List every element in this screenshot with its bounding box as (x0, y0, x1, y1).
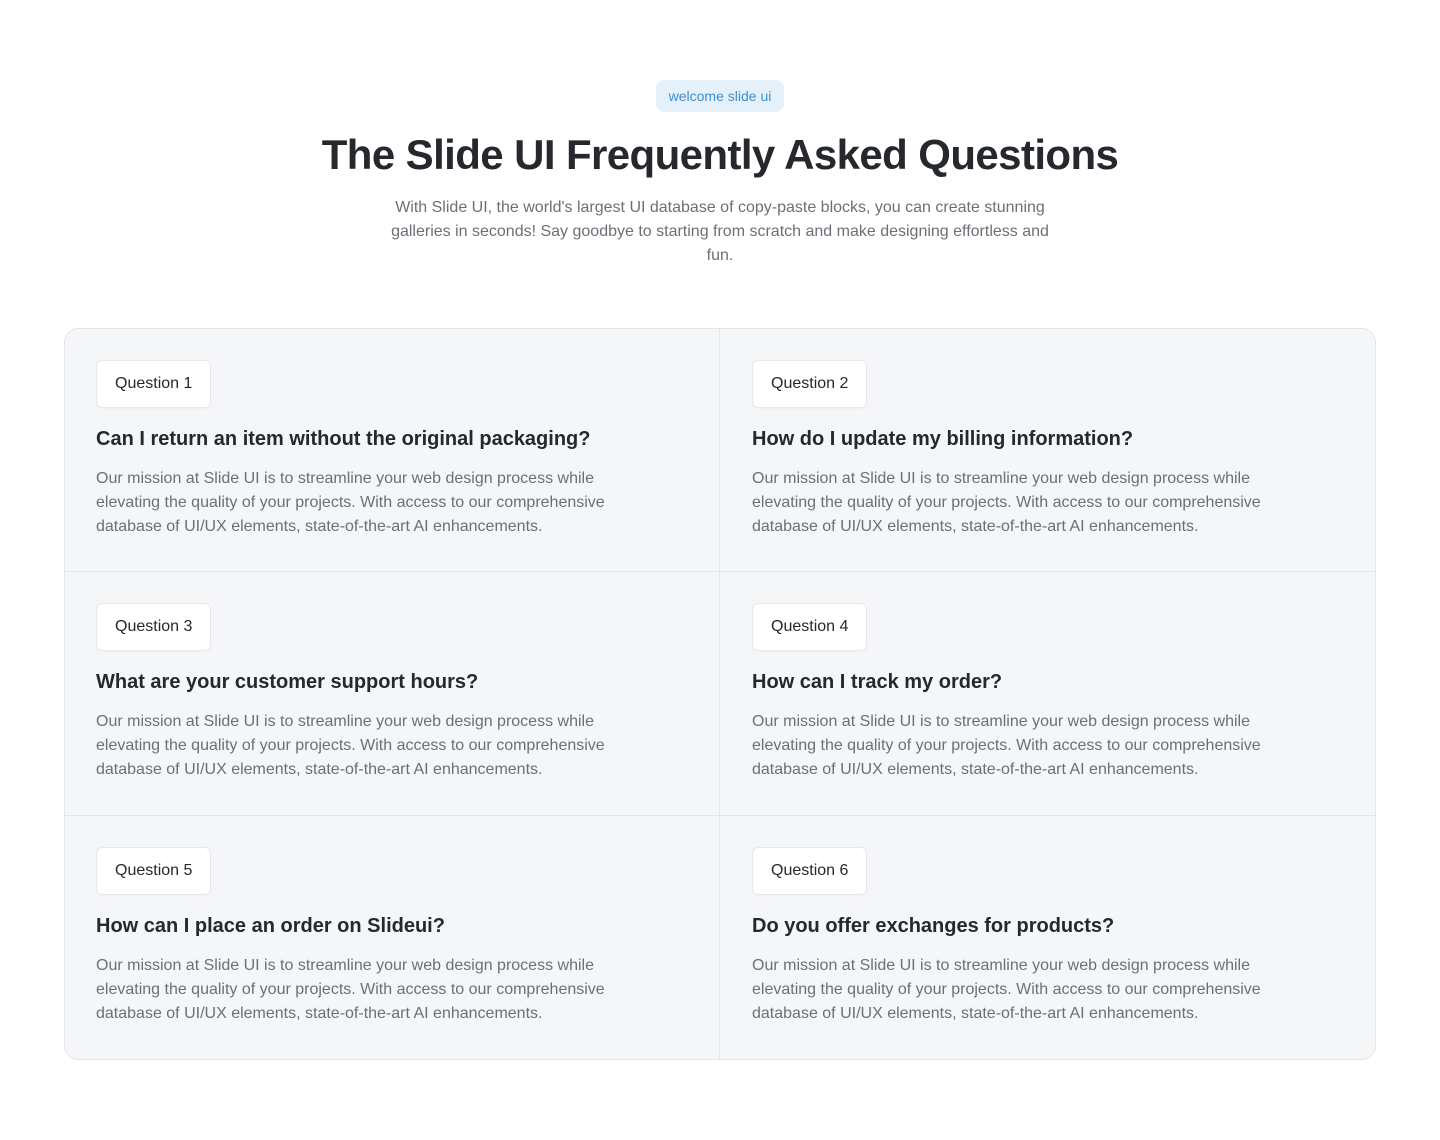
faq-item-4 (720, 572, 1375, 816)
faq-item-5 (65, 816, 720, 1059)
question-title: What are your customer support hours? (96, 671, 479, 693)
question-title: How can I track my order? (752, 671, 1003, 693)
faq-item-6 (720, 816, 1375, 1059)
question-label: Question 1 (96, 360, 211, 408)
page-subtitle: With Slide UI, the world's largest UI database of copy-paste blocks, you can create stunning galleries in seconds! Say goodbye to starting from scratch and make designing effortless and fun. (391, 199, 1049, 264)
question-label: Question 6 (752, 847, 867, 895)
question-title: How can I place an order on Slideui? (96, 915, 445, 937)
page-title: The Slide UI Frequently Asked Questions (321, 131, 1119, 178)
faq-header (0, 80, 1440, 268)
question-answer: Our mission at Slide UI is to streamline your web design process while elevating the quality of your projects. With access to our comprehensive database of UI/UX elements, state-of-the-art AI enhancements. (96, 470, 605, 535)
question-answer: Our mission at Slide UI is to streamline your web design process while elevating the quality of your projects. With access to our comprehensive database of UI/UX elements, state-of-the-art AI enhancements. (96, 713, 605, 778)
question-label: Question 4 (752, 603, 867, 651)
faq-item-2 (720, 329, 1375, 572)
question-answer: Our mission at Slide UI is to streamline your web design process while elevating the quality of your projects. With access to our comprehensive database of UI/UX elements, state-of-the-art AI enhancements. (752, 713, 1261, 778)
question-label: Question 2 (752, 360, 867, 408)
faq-item-1 (65, 329, 720, 572)
question-title: Do you offer exchanges for products? (752, 915, 1115, 937)
question-answer: Our mission at Slide UI is to streamline your web design process while elevating the quality of your projects. With access to our comprehensive database of UI/UX elements, state-of-the-art AI enhancements. (752, 470, 1261, 535)
question-answer: Our mission at Slide UI is to streamline your web design process while elevating the quality of your projects. With access to our comprehensive database of UI/UX elements, state-of-the-art AI enhancements. (96, 957, 605, 1022)
question-answer: Our mission at Slide UI is to streamline your web design process while elevating the quality of your projects. With access to our comprehensive database of UI/UX elements, state-of-the-art AI enhancements. (752, 957, 1261, 1022)
question-title: Can I return an item without the original packaging? (96, 428, 591, 450)
faq-grid (64, 328, 1376, 1060)
question-title: How do I update my billing information? (752, 428, 1134, 450)
faq-item-3 (65, 572, 720, 816)
question-label: Question 3 (96, 603, 211, 651)
welcome-badge: welcome slide ui (656, 80, 785, 112)
question-label: Question 5 (96, 847, 211, 895)
